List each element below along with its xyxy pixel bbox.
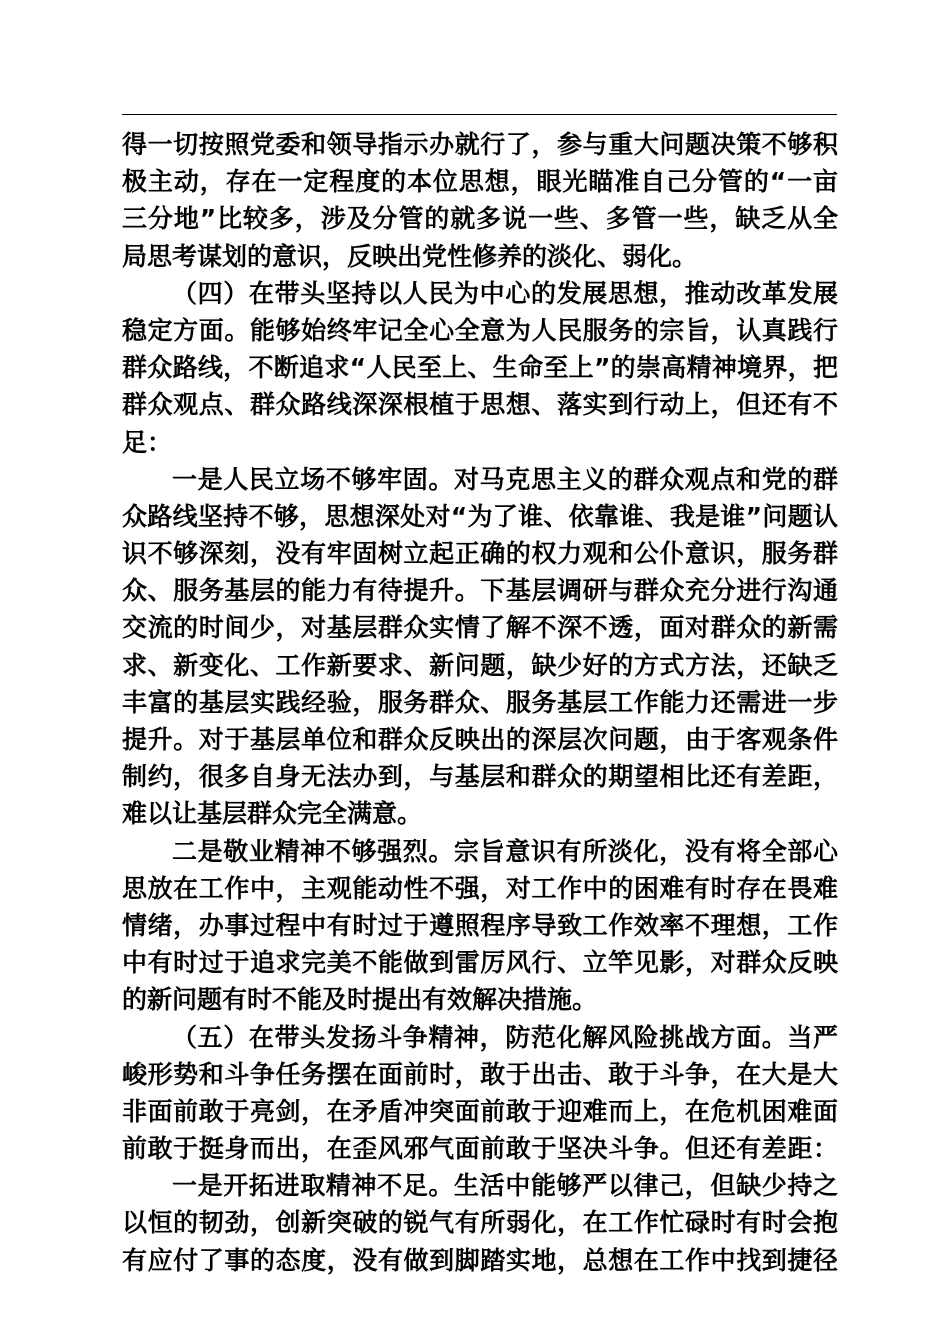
text-line: 群众观点、群众路线深深根植于思想、落实到行动上，但还有不 <box>122 390 838 420</box>
text-line: 的新问题有时不能及时提出有效解决措施。 <box>122 985 598 1015</box>
text-line: （四）在带头坚持以人民为中心的发展思想，推动改革发展 <box>172 278 838 308</box>
text-line: 峻形势和斗争任务摆在面前时，敢于出击、敢于斗争，在大是大 <box>122 1059 838 1089</box>
text-line: 众、服务基层的能力有待提升。下基层调研与群众充分进行沟通 <box>122 576 838 606</box>
text-line: 众路线坚持不够，思想深处对“为了谁、依靠谁、我是谁”问题认 <box>122 501 838 531</box>
text-line: 前敢于挺身而出，在歪风邪气面前敢于坚决斗争。但还有差距： <box>122 1134 838 1164</box>
text-line: 中有时过于追求完美不能做到雷厉风行、立竿见影，对群众反映 <box>122 948 838 978</box>
text-line: 一是开拓进取精神不足。生活中能够严以律己，但缺少持之 <box>172 1171 838 1201</box>
text-line: 思放在工作中，主观能动性不强，对工作中的困难有时存在畏难 <box>122 873 838 903</box>
text-line: 情绪，办事过程中有时过于遵照程序导致工作效率不理想，工作 <box>122 910 838 940</box>
text-line: 难以让基层群众完全满意。 <box>122 799 423 829</box>
text-line: 三分地”比较多，涉及分管的就多说一些、多管一些，缺乏从全 <box>122 204 838 234</box>
text-line: 提升。对于基层单位和群众反映出的深层次问题，由于客观条件 <box>122 725 838 754</box>
text-line: 非面前敢于亮剑，在矛盾冲突面前敢于迎难而上，在危机困难面 <box>122 1096 838 1126</box>
text-line: 二是敬业精神不够强烈。宗旨意识有所淡化，没有将全部心 <box>172 836 838 866</box>
text-line: 有应付了事的态度，没有做到脚踏实地，总想在工作中找到捷径 <box>122 1245 838 1275</box>
text-line: 得一切按照党委和领导指示办就行了，参与重大问题决策不够积 <box>122 130 838 159</box>
text-line: 群众路线，不断追求“人民至上、生命至上”的崇高精神境界，把 <box>122 353 838 383</box>
text-line: 求、新变化、工作新要求、新问题，缺少好的方式方法，还缺乏 <box>122 650 838 680</box>
header-rule <box>122 114 837 115</box>
text-line: 稳定方面。能够始终牢记全心全意为人民服务的宗旨，认真践行 <box>122 315 838 345</box>
text-line: 局思考谋划的意识，反映出党性修养的淡化、弱化。 <box>122 241 698 271</box>
text-line: 一是人民立场不够牢固。对马克思主义的群众观点和党的群 <box>172 464 838 494</box>
text-line: 识不够深刻，没有牢固树立起正确的权力观和公仆意识，服务群 <box>122 539 838 569</box>
text-line: 制约，很多自身无法办到，与基层和群众的期望相比还有差距， <box>122 762 838 792</box>
text-line: 极主动，存在一定程度的本位思想，眼光瞄准自己分管的“一亩 <box>122 167 838 197</box>
text-line: 以恒的韧劲，创新突破的锐气有所弱化，在工作忙碌时有时会抱 <box>122 1208 838 1238</box>
document-body <box>122 126 838 1279</box>
text-line: （五）在带头发扬斗争精神，防范化解风险挑战方面。当严 <box>172 1022 838 1052</box>
text-line: 交流的时间少，对基层群众实情了解不深不透，面对群众的新需 <box>122 613 838 643</box>
text-line: 丰富的基层实践经验，服务群众、服务基层工作能力还需进一步 <box>122 687 838 717</box>
text-line: 足： <box>122 427 173 457</box>
